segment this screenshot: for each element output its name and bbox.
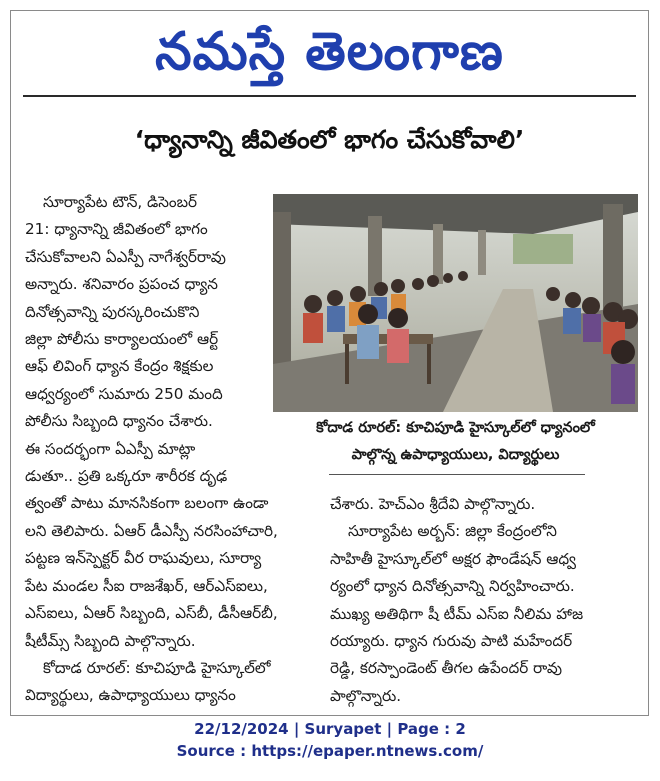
newspaper-masthead: నమస్తే తెలంగాణ bbox=[155, 21, 504, 82]
text-line: విద్యార్థులు, ఉపాధ్యాయులు ధ్యానం bbox=[25, 686, 236, 705]
text-line: సాహితీ హైస్కూల్‌లో అక్షర ఫౌండేషన్ ఆధ్వ bbox=[330, 549, 576, 568]
text-line: రయ్యారు. ధ్యాన గురువు పాటి మహేందర్ bbox=[330, 632, 573, 651]
photo-caption bbox=[273, 415, 638, 469]
source-footer bbox=[0, 718, 660, 762]
newspaper-clipping bbox=[10, 10, 649, 716]
text-line: పోలీసు సిబ్బంది ధ్యానం చేశారు. bbox=[25, 412, 213, 431]
text-line: ముఖ్య అతిథిగా షీ టీమ్ ఎస్ఐ నీలిమ హాజ bbox=[330, 604, 584, 623]
text-line: ర్యంలో ధ్యాన దినోత్సవాన్ని నిర్వహించారు. bbox=[330, 577, 575, 596]
text-line: చేసుకోవాలని ఏఎస్పీ నాగేశ్వర్‌రావు bbox=[25, 247, 226, 266]
text-line: ఎస్ఐలు, ఏఆర్ సిబ్బంది, ఎస్‌బీ, డీసీఆర్‌బీ, bbox=[25, 604, 278, 623]
text-line: అన్నారు. శనివారం ప్రపంచ ధ్యాన bbox=[25, 275, 218, 294]
text-line: జిల్లా పోలీసు కార్యాలయంలో ఆర్ట్ bbox=[25, 330, 219, 349]
text-line: చేశారు. హెచ్ఎం శ్రీదేవి పాల్గొన్నారు. bbox=[330, 495, 536, 513]
text-line: దినోత్సవాన్ని పురస్కరించుకొని bbox=[25, 302, 200, 321]
date-page-line: 22/12/2024 | Suryapet | Page : 2 bbox=[194, 720, 466, 738]
right-column bbox=[330, 491, 635, 710]
text-line: ఆధ్వర్యంలో సుమారు 250 మంది bbox=[25, 384, 223, 403]
text-line: ఈ సందర్భంగా ఏఎస్పీ మాట్లా bbox=[25, 439, 196, 458]
text-line: డుతూ.. ప్రతి ఒక్కరూ శారీరక దృఢ bbox=[25, 467, 228, 486]
text-line: సూర్యాపేట టౌన్, డిసెంబర్ bbox=[43, 193, 198, 211]
caption-line: కోదాడ రూరల్: కూచిపూడి హైస్కూల్‌లో ధ్యానంలో bbox=[316, 420, 595, 436]
article-headline: ‘ధ్యానాన్ని జీవితంలో భాగం చేసుకోవాలి’ bbox=[134, 125, 525, 154]
masthead-divider bbox=[23, 95, 636, 97]
classroom-meditation-image bbox=[273, 194, 638, 412]
text-line: కోదాడ రూరల్: కూచిపూడి హైస్కూల్‌లో bbox=[43, 658, 271, 677]
text-line: పట్టణ ఇన్‌స్పెక్టర్ వీర రాఘవులు, సూర్యా bbox=[25, 549, 262, 568]
text-line: ఆఫ్ లివింగ్ ధ్యాన కేంద్రం శిక్షకుల bbox=[25, 357, 214, 376]
caption-divider bbox=[329, 474, 585, 475]
text-line: రెడ్డి, కరస్పాండెంట్ తీగల ఉపేందర్ రావు bbox=[330, 659, 562, 678]
text-line: పాల్గొన్నారు. bbox=[330, 686, 402, 705]
source-url-line: Source : https://epaper.ntnews.com/ bbox=[176, 742, 484, 760]
caption-line: పాల్గొన్న ఉపాధ్యాయులు, విద్యార్థులు bbox=[351, 447, 560, 463]
text-line: పేట మండల సీఐ రాజశేఖర్, ఆర్ఎస్ఐలు, bbox=[25, 576, 268, 595]
text-line: సూర్యాపేట అర్బన్: జిల్లా కేంద్రంలోని bbox=[348, 522, 557, 541]
text-line: లని తెలిపారు. ఏఆర్ డీఎస్పీ నరసింహాచారి, bbox=[25, 521, 278, 540]
text-line: 21: ధ్యానాన్ని జీవితంలో భాగం bbox=[25, 220, 208, 239]
text-line: షీటీమ్స్ సిబ్బంది పాల్గొన్నారు. bbox=[25, 631, 196, 650]
text-line: త్వంతో పాటు మానసికంగా బలంగా ఉండా bbox=[25, 494, 269, 513]
meditation-photo bbox=[273, 194, 638, 412]
